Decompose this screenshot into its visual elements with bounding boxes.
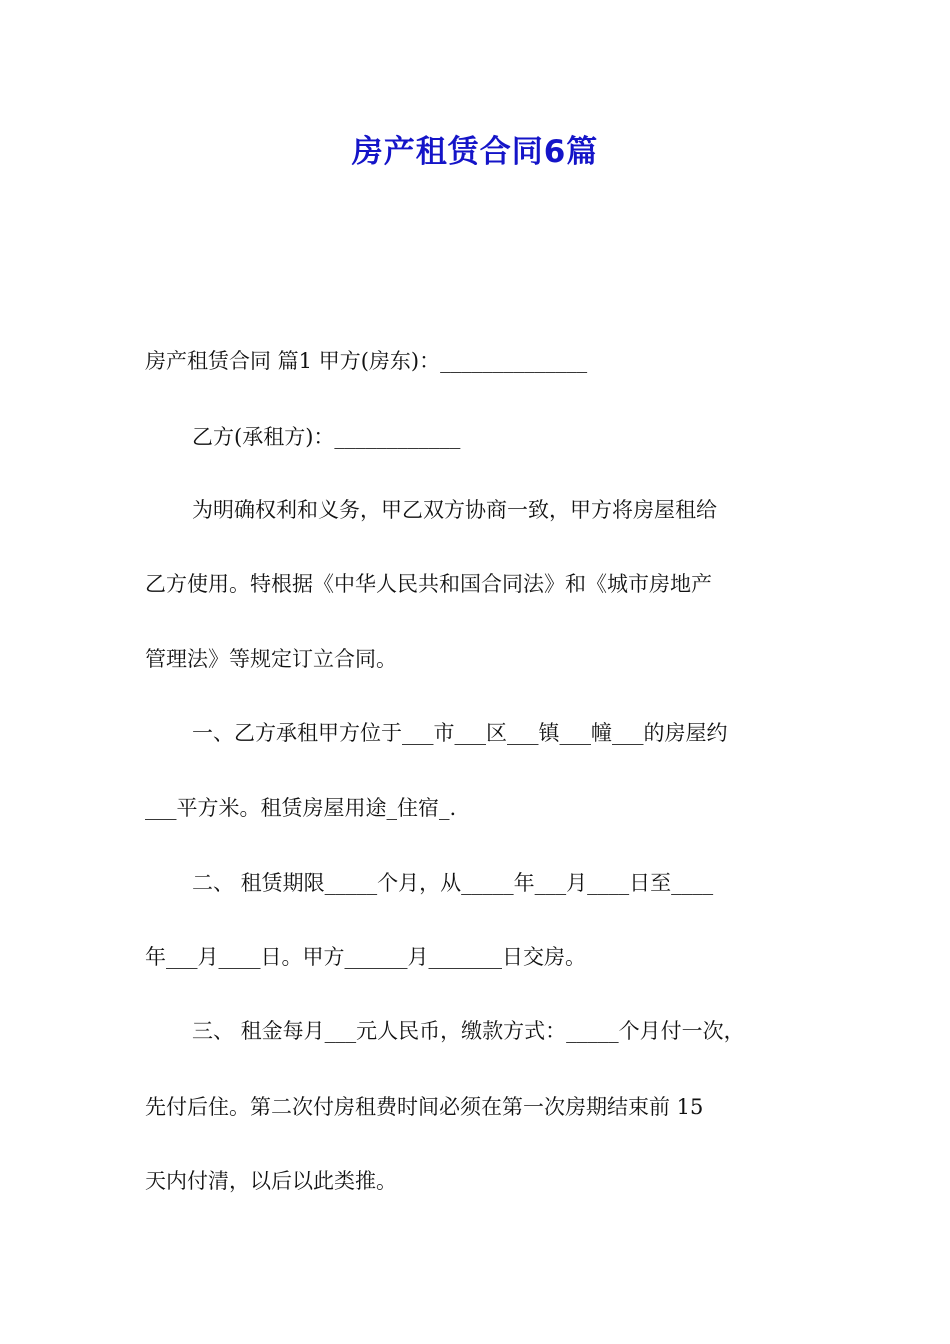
paragraph-line: 乙方使用。特根据《中华人民共和国合同法》和《城市房地产 — [145, 572, 712, 596]
paragraph-line: 为明确权利和义务，甲乙双方协商一致，甲方将房屋租给 — [192, 498, 717, 522]
paragraph-line-clause-1: 一、乙方承租甲方位于___市___区___镇___幢___的房屋约 — [192, 721, 728, 745]
paragraph-line: ___平方米。租赁房屋用途_住宿_. — [145, 796, 457, 820]
paragraph-line: 先付后住。第二次付房租费时间必须在第一次房期结束前 15 — [145, 1095, 704, 1119]
paragraph-line-heading: 房产租赁合同 篇1 甲方(房东)：______________ — [145, 349, 588, 373]
paragraph-line-clause-3: 三、 租金每月___元人民币，缴款方式：_____个月付一次， — [192, 1019, 745, 1043]
paragraph-line-clause-2: 二、 租赁期限_____个月，从_____年___月____日至____ — [192, 871, 714, 895]
document-title: 房产租赁合同6篇 — [351, 134, 599, 170]
paragraph-line: 年___月____日。甲方______月_______日交房。 — [145, 945, 586, 969]
paragraph-line: 管理法》等规定订立合同。 — [145, 647, 397, 671]
paragraph-line-party-b: 乙方(承租方)：____________ — [192, 425, 461, 449]
paragraph-line: 天内付清，以后以此类推。 — [145, 1169, 397, 1193]
